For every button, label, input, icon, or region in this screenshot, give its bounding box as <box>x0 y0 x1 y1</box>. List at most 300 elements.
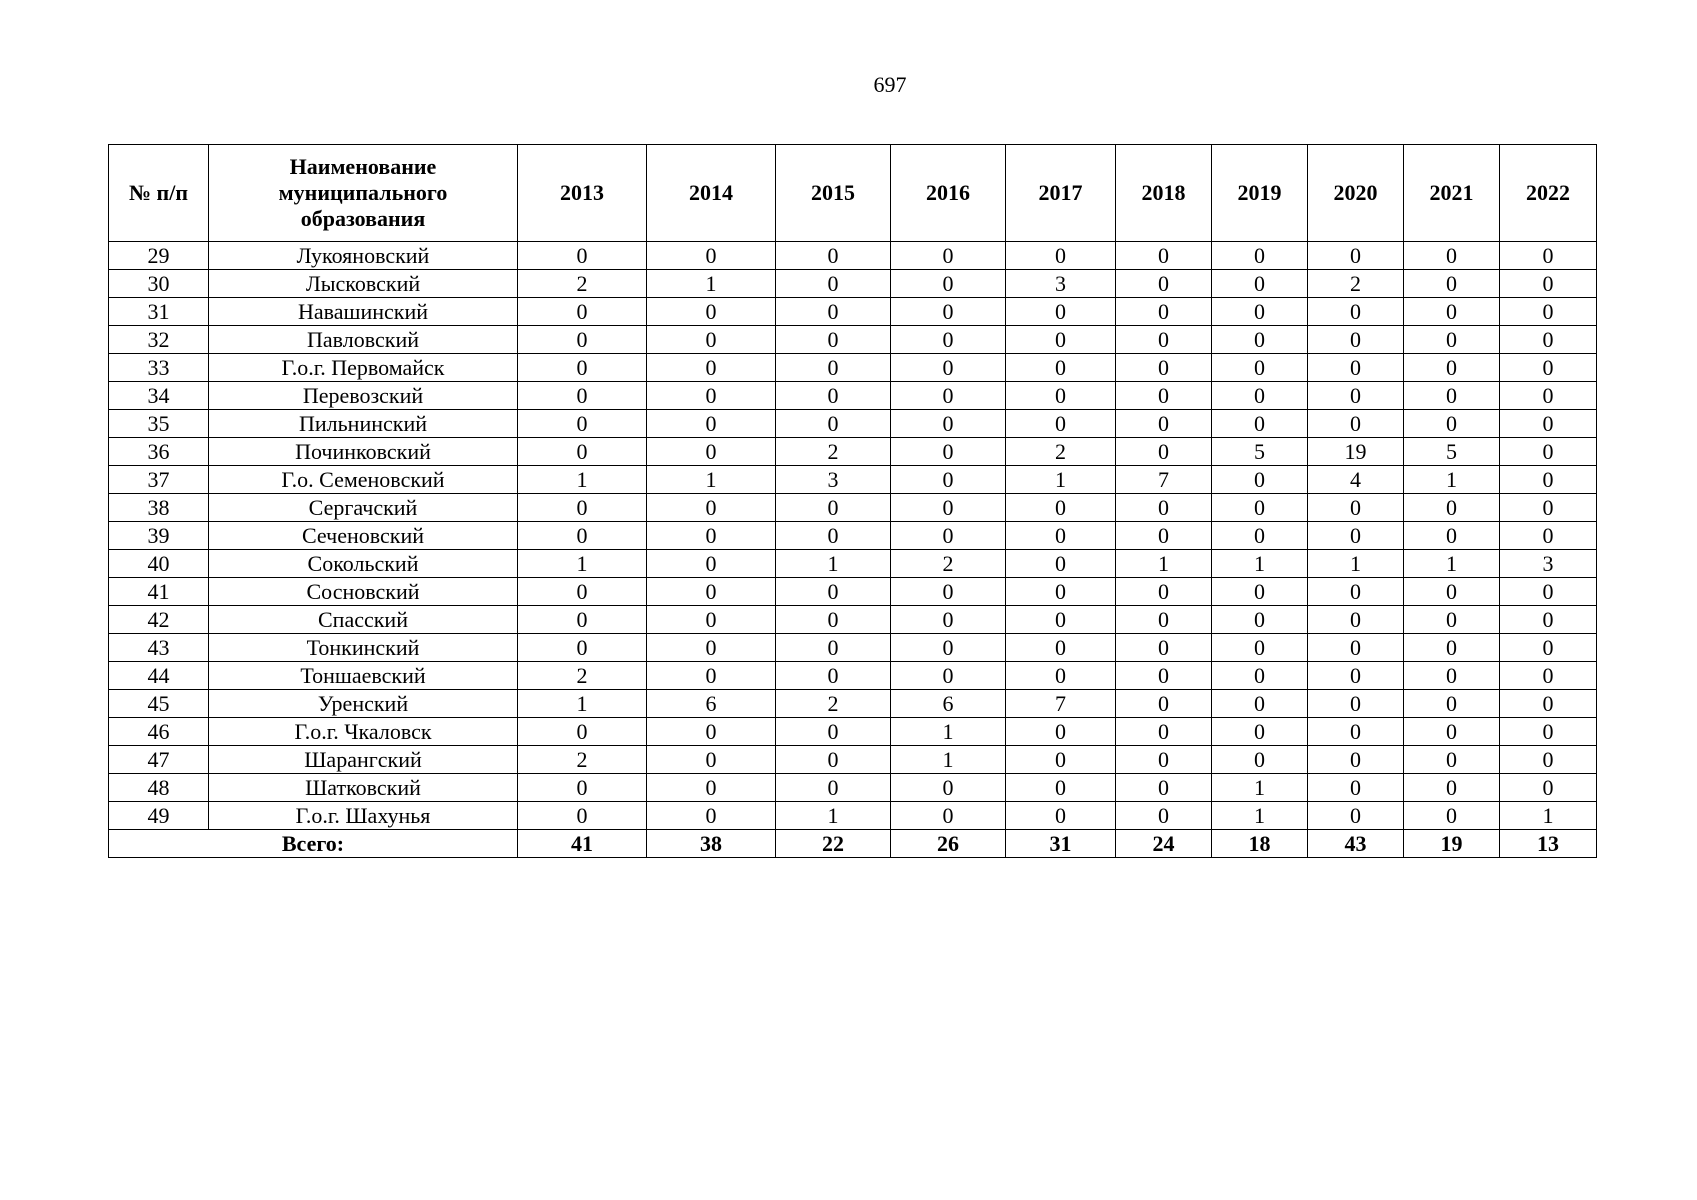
row-value: 1 <box>1212 774 1308 802</box>
row-value: 1 <box>647 466 776 494</box>
table-row <box>109 578 1597 606</box>
row-value: 1 <box>1404 550 1500 578</box>
row-value: 0 <box>1308 326 1404 354</box>
row-name: Спасский <box>209 606 518 634</box>
header-year: 2014 <box>647 145 776 242</box>
row-value: 0 <box>1404 634 1500 662</box>
page-number: 697 <box>873 72 907 97</box>
row-value: 0 <box>1308 382 1404 410</box>
row-num: 31 <box>109 298 209 326</box>
table-row <box>109 382 1597 410</box>
row-value: 0 <box>1116 690 1212 718</box>
row-num: 29 <box>109 242 209 270</box>
row-num: 42 <box>109 606 209 634</box>
row-value: 0 <box>1404 802 1500 830</box>
row-value: 0 <box>1404 774 1500 802</box>
header-year: 2017 <box>1006 145 1116 242</box>
row-value: 0 <box>1500 438 1597 466</box>
header-num: № п/п <box>109 145 209 242</box>
row-value: 0 <box>1006 662 1116 690</box>
row-value: 3 <box>1006 270 1116 298</box>
row-value: 0 <box>1212 242 1308 270</box>
total-value: 18 <box>1212 830 1308 858</box>
row-value: 0 <box>1404 354 1500 382</box>
row-value: 0 <box>891 578 1006 606</box>
row-value: 0 <box>1116 354 1212 382</box>
row-value: 0 <box>1006 494 1116 522</box>
row-value: 0 <box>647 298 776 326</box>
row-value: 0 <box>1006 410 1116 438</box>
row-value: 0 <box>518 494 647 522</box>
row-value: 0 <box>1212 634 1308 662</box>
row-num: 46 <box>109 718 209 746</box>
row-value: 0 <box>1308 774 1404 802</box>
header-name <box>209 145 518 242</box>
row-value: 0 <box>1500 298 1597 326</box>
row-value: 0 <box>1308 662 1404 690</box>
row-num: 35 <box>109 410 209 438</box>
row-value: 0 <box>1006 242 1116 270</box>
row-value: 1 <box>647 270 776 298</box>
row-value: 0 <box>1212 746 1308 774</box>
row-num: 34 <box>109 382 209 410</box>
total-value: 26 <box>891 830 1006 858</box>
row-value: 0 <box>1308 298 1404 326</box>
row-value: 0 <box>1116 774 1212 802</box>
row-num: 47 <box>109 746 209 774</box>
row-value: 0 <box>1116 718 1212 746</box>
row-value: 0 <box>1500 718 1597 746</box>
total-value: 31 <box>1006 830 1116 858</box>
row-value: 0 <box>776 606 891 634</box>
row-value: 0 <box>1006 326 1116 354</box>
row-value: 0 <box>1006 718 1116 746</box>
total-value: 22 <box>776 830 891 858</box>
row-name: Починковский <box>209 438 518 466</box>
row-value: 2 <box>518 662 647 690</box>
table-row <box>109 606 1597 634</box>
row-value: 2 <box>518 746 647 774</box>
header-row <box>109 145 1597 242</box>
row-value: 0 <box>1500 690 1597 718</box>
row-value: 0 <box>1308 634 1404 662</box>
row-value: 0 <box>1500 522 1597 550</box>
row-value: 0 <box>1308 690 1404 718</box>
table-row <box>109 774 1597 802</box>
row-value: 0 <box>1006 774 1116 802</box>
row-name: Тонкинский <box>209 634 518 662</box>
row-value: 1 <box>518 690 647 718</box>
row-num: 39 <box>109 522 209 550</box>
row-value: 0 <box>647 774 776 802</box>
row-value: 0 <box>647 802 776 830</box>
row-num: 33 <box>109 354 209 382</box>
data-table <box>108 144 1597 858</box>
row-value: 0 <box>1308 354 1404 382</box>
row-value: 0 <box>647 494 776 522</box>
row-name: Шарангский <box>209 746 518 774</box>
total-label: Всего: <box>109 830 518 858</box>
row-value: 0 <box>1500 270 1597 298</box>
row-value: 0 <box>1500 578 1597 606</box>
row-value: 0 <box>1308 522 1404 550</box>
row-num: 37 <box>109 466 209 494</box>
row-value: 0 <box>1006 606 1116 634</box>
row-value: 0 <box>1308 410 1404 438</box>
row-value: 6 <box>647 690 776 718</box>
row-value: 0 <box>1404 270 1500 298</box>
header-year: 2013 <box>518 145 647 242</box>
row-value: 0 <box>776 662 891 690</box>
row-value: 0 <box>647 242 776 270</box>
row-value: 0 <box>1116 298 1212 326</box>
table-row <box>109 326 1597 354</box>
row-value: 0 <box>518 522 647 550</box>
row-value: 0 <box>647 606 776 634</box>
row-value: 0 <box>1308 802 1404 830</box>
total-value: 41 <box>518 830 647 858</box>
row-value: 0 <box>1500 382 1597 410</box>
table-row <box>109 802 1597 830</box>
row-value: 7 <box>1116 466 1212 494</box>
total-value: 43 <box>1308 830 1404 858</box>
row-name: Сеченовский <box>209 522 518 550</box>
row-value: 1 <box>1116 550 1212 578</box>
row-value: 0 <box>1308 718 1404 746</box>
row-value: 0 <box>1116 242 1212 270</box>
row-value: 0 <box>1006 382 1116 410</box>
total-value: 13 <box>1500 830 1597 858</box>
row-value: 0 <box>776 718 891 746</box>
row-value: 0 <box>1116 578 1212 606</box>
row-value: 0 <box>1500 746 1597 774</box>
row-value: 0 <box>1212 326 1308 354</box>
row-value: 0 <box>1212 578 1308 606</box>
row-value: 0 <box>1006 298 1116 326</box>
row-value: 0 <box>776 522 891 550</box>
row-num: 36 <box>109 438 209 466</box>
row-value: 0 <box>647 326 776 354</box>
row-value: 1 <box>1308 550 1404 578</box>
header-year: 2022 <box>1500 145 1597 242</box>
row-value: 0 <box>1212 382 1308 410</box>
row-value: 0 <box>776 578 891 606</box>
row-value: 0 <box>518 634 647 662</box>
row-value: 0 <box>1212 606 1308 634</box>
row-name: Тоншаевский <box>209 662 518 690</box>
row-value: 0 <box>1006 354 1116 382</box>
row-value: 0 <box>1500 662 1597 690</box>
table-row <box>109 354 1597 382</box>
row-value: 0 <box>776 326 891 354</box>
row-value: 0 <box>1404 606 1500 634</box>
row-value: 3 <box>1500 550 1597 578</box>
row-value: 4 <box>1308 466 1404 494</box>
row-name: Сокольский <box>209 550 518 578</box>
row-value: 0 <box>1500 494 1597 522</box>
table-row <box>109 298 1597 326</box>
row-value: 0 <box>518 242 647 270</box>
row-value: 0 <box>518 410 647 438</box>
total-row <box>109 830 1597 858</box>
row-value: 0 <box>776 494 891 522</box>
row-value: 0 <box>891 326 1006 354</box>
row-value: 1 <box>1212 550 1308 578</box>
table-body <box>109 242 1597 830</box>
row-value: 0 <box>1500 242 1597 270</box>
table-row <box>109 410 1597 438</box>
row-value: 0 <box>518 382 647 410</box>
row-value: 0 <box>1006 550 1116 578</box>
row-name: Г.о. Семеновский <box>209 466 518 494</box>
row-value: 0 <box>1116 382 1212 410</box>
row-value: 2 <box>518 270 647 298</box>
row-num: 38 <box>109 494 209 522</box>
row-value: 0 <box>647 662 776 690</box>
row-value: 2 <box>776 690 891 718</box>
total-value: 38 <box>647 830 776 858</box>
row-value: 0 <box>891 270 1006 298</box>
row-num: 30 <box>109 270 209 298</box>
row-value: 5 <box>1404 438 1500 466</box>
row-value: 0 <box>1212 494 1308 522</box>
row-value: 0 <box>776 298 891 326</box>
header-year: 2020 <box>1308 145 1404 242</box>
table-row <box>109 718 1597 746</box>
row-num: 41 <box>109 578 209 606</box>
row-value: 0 <box>891 466 1006 494</box>
row-name: Перевозский <box>209 382 518 410</box>
row-value: 1 <box>891 718 1006 746</box>
row-value: 0 <box>518 606 647 634</box>
table-row <box>109 662 1597 690</box>
row-value: 0 <box>1212 466 1308 494</box>
row-value: 0 <box>776 746 891 774</box>
row-value: 0 <box>647 718 776 746</box>
row-value: 0 <box>1116 326 1212 354</box>
row-value: 0 <box>1308 606 1404 634</box>
row-num: 49 <box>109 802 209 830</box>
row-value: 0 <box>647 410 776 438</box>
header-name-line: Наименование <box>289 154 437 179</box>
row-value: 0 <box>1006 578 1116 606</box>
row-value: 0 <box>647 578 776 606</box>
row-value: 0 <box>518 354 647 382</box>
row-value: 3 <box>776 466 891 494</box>
row-name: Павловский <box>209 326 518 354</box>
row-value: 0 <box>518 802 647 830</box>
total-value: 24 <box>1116 830 1212 858</box>
row-value: 0 <box>1404 578 1500 606</box>
table-row <box>109 494 1597 522</box>
row-value: 0 <box>1308 578 1404 606</box>
row-value: 0 <box>647 746 776 774</box>
row-value: 19 <box>1308 438 1404 466</box>
row-value: 0 <box>1116 438 1212 466</box>
row-value: 0 <box>518 326 647 354</box>
row-num: 45 <box>109 690 209 718</box>
row-num: 43 <box>109 634 209 662</box>
row-value: 0 <box>1116 634 1212 662</box>
row-value: 1 <box>891 746 1006 774</box>
row-value: 5 <box>1212 438 1308 466</box>
table-row <box>109 690 1597 718</box>
row-value: 0 <box>891 410 1006 438</box>
row-value: 0 <box>891 438 1006 466</box>
row-value: 0 <box>647 550 776 578</box>
table-row <box>109 438 1597 466</box>
row-value: 0 <box>1116 270 1212 298</box>
row-value: 0 <box>1404 326 1500 354</box>
row-value: 0 <box>891 522 1006 550</box>
row-value: 1 <box>518 466 647 494</box>
row-value: 1 <box>776 550 891 578</box>
row-name: Шатковский <box>209 774 518 802</box>
table-header <box>109 145 1597 242</box>
row-value: 0 <box>647 354 776 382</box>
table-row <box>109 466 1597 494</box>
row-value: 0 <box>1404 690 1500 718</box>
row-value: 0 <box>891 634 1006 662</box>
row-value: 0 <box>1116 410 1212 438</box>
row-value: 2 <box>891 550 1006 578</box>
header-year: 2021 <box>1404 145 1500 242</box>
row-value: 1 <box>1404 466 1500 494</box>
header-year: 2016 <box>891 145 1006 242</box>
row-value: 0 <box>518 718 647 746</box>
table-row <box>109 270 1597 298</box>
row-value: 0 <box>647 438 776 466</box>
row-value: 0 <box>1404 494 1500 522</box>
row-num: 48 <box>109 774 209 802</box>
row-value: 0 <box>891 494 1006 522</box>
header-year: 2015 <box>776 145 891 242</box>
row-value: 0 <box>891 774 1006 802</box>
row-value: 0 <box>1212 410 1308 438</box>
row-value: 0 <box>647 522 776 550</box>
row-num: 32 <box>109 326 209 354</box>
row-value: 0 <box>1212 662 1308 690</box>
row-value: 0 <box>647 634 776 662</box>
row-value: 0 <box>1404 522 1500 550</box>
row-value: 0 <box>776 354 891 382</box>
row-value: 0 <box>1116 522 1212 550</box>
row-value: 0 <box>1006 802 1116 830</box>
row-value: 0 <box>1500 774 1597 802</box>
row-value: 0 <box>1500 466 1597 494</box>
row-value: 0 <box>1006 634 1116 662</box>
row-value: 0 <box>1500 326 1597 354</box>
row-value: 0 <box>891 298 1006 326</box>
row-value: 0 <box>891 242 1006 270</box>
row-value: 0 <box>1404 382 1500 410</box>
row-value: 0 <box>1308 494 1404 522</box>
row-value: 0 <box>1006 522 1116 550</box>
row-value: 0 <box>1500 354 1597 382</box>
row-name: Лысковский <box>209 270 518 298</box>
row-value: 0 <box>1212 522 1308 550</box>
row-value: 0 <box>776 634 891 662</box>
row-value: 0 <box>1308 746 1404 774</box>
row-name: Уренский <box>209 690 518 718</box>
header-year: 2019 <box>1212 145 1308 242</box>
row-value: 2 <box>776 438 891 466</box>
row-value: 0 <box>1212 354 1308 382</box>
row-value: 0 <box>891 382 1006 410</box>
row-value: 1 <box>1500 802 1597 830</box>
row-value: 2 <box>1006 438 1116 466</box>
row-value: 0 <box>1308 242 1404 270</box>
row-value: 2 <box>1308 270 1404 298</box>
row-value: 0 <box>1006 746 1116 774</box>
row-value: 0 <box>776 270 891 298</box>
table-row <box>109 746 1597 774</box>
header-year: 2018 <box>1116 145 1212 242</box>
header-name-line: муниципального <box>278 180 448 205</box>
row-name: Г.о.г. Чкаловск <box>209 718 518 746</box>
row-value: 1 <box>518 550 647 578</box>
row-value: 0 <box>1212 270 1308 298</box>
row-value: 0 <box>891 662 1006 690</box>
row-num: 40 <box>109 550 209 578</box>
row-value: 0 <box>891 606 1006 634</box>
row-value: 0 <box>776 382 891 410</box>
table-row <box>109 550 1597 578</box>
row-name: Сергачский <box>209 494 518 522</box>
row-num: 44 <box>109 662 209 690</box>
row-value: 0 <box>1500 634 1597 662</box>
row-value: 1 <box>776 802 891 830</box>
row-name: Навашинский <box>209 298 518 326</box>
row-value: 0 <box>1404 298 1500 326</box>
row-value: 0 <box>1116 606 1212 634</box>
row-value: 0 <box>518 774 647 802</box>
row-name: Г.о.г. Первомайск <box>209 354 518 382</box>
row-value: 0 <box>1404 242 1500 270</box>
row-value: 0 <box>518 438 647 466</box>
row-value: 0 <box>1500 606 1597 634</box>
row-value: 0 <box>776 774 891 802</box>
row-value: 0 <box>891 354 1006 382</box>
row-value: 0 <box>776 242 891 270</box>
row-name: Лукояновский <box>209 242 518 270</box>
row-value: 0 <box>1404 746 1500 774</box>
row-value: 0 <box>1404 410 1500 438</box>
total-value: 19 <box>1404 830 1500 858</box>
row-name: Пильнинский <box>209 410 518 438</box>
row-value: 7 <box>1006 690 1116 718</box>
row-value: 0 <box>1116 746 1212 774</box>
row-value: 6 <box>891 690 1006 718</box>
row-value: 0 <box>647 382 776 410</box>
row-value: 0 <box>1116 662 1212 690</box>
row-name: Сосновский <box>209 578 518 606</box>
row-value: 1 <box>1212 802 1308 830</box>
row-value: 0 <box>1116 494 1212 522</box>
header-name-line: образования <box>300 206 426 231</box>
table-row <box>109 634 1597 662</box>
row-name: Г.о.г. Шахунья <box>209 802 518 830</box>
row-value: 0 <box>1212 298 1308 326</box>
row-value: 0 <box>1404 718 1500 746</box>
row-value: 0 <box>518 298 647 326</box>
row-value: 1 <box>1006 466 1116 494</box>
table-row <box>109 242 1597 270</box>
row-value: 0 <box>518 578 647 606</box>
row-value: 0 <box>1500 410 1597 438</box>
table-footer <box>109 830 1597 858</box>
row-value: 0 <box>776 410 891 438</box>
